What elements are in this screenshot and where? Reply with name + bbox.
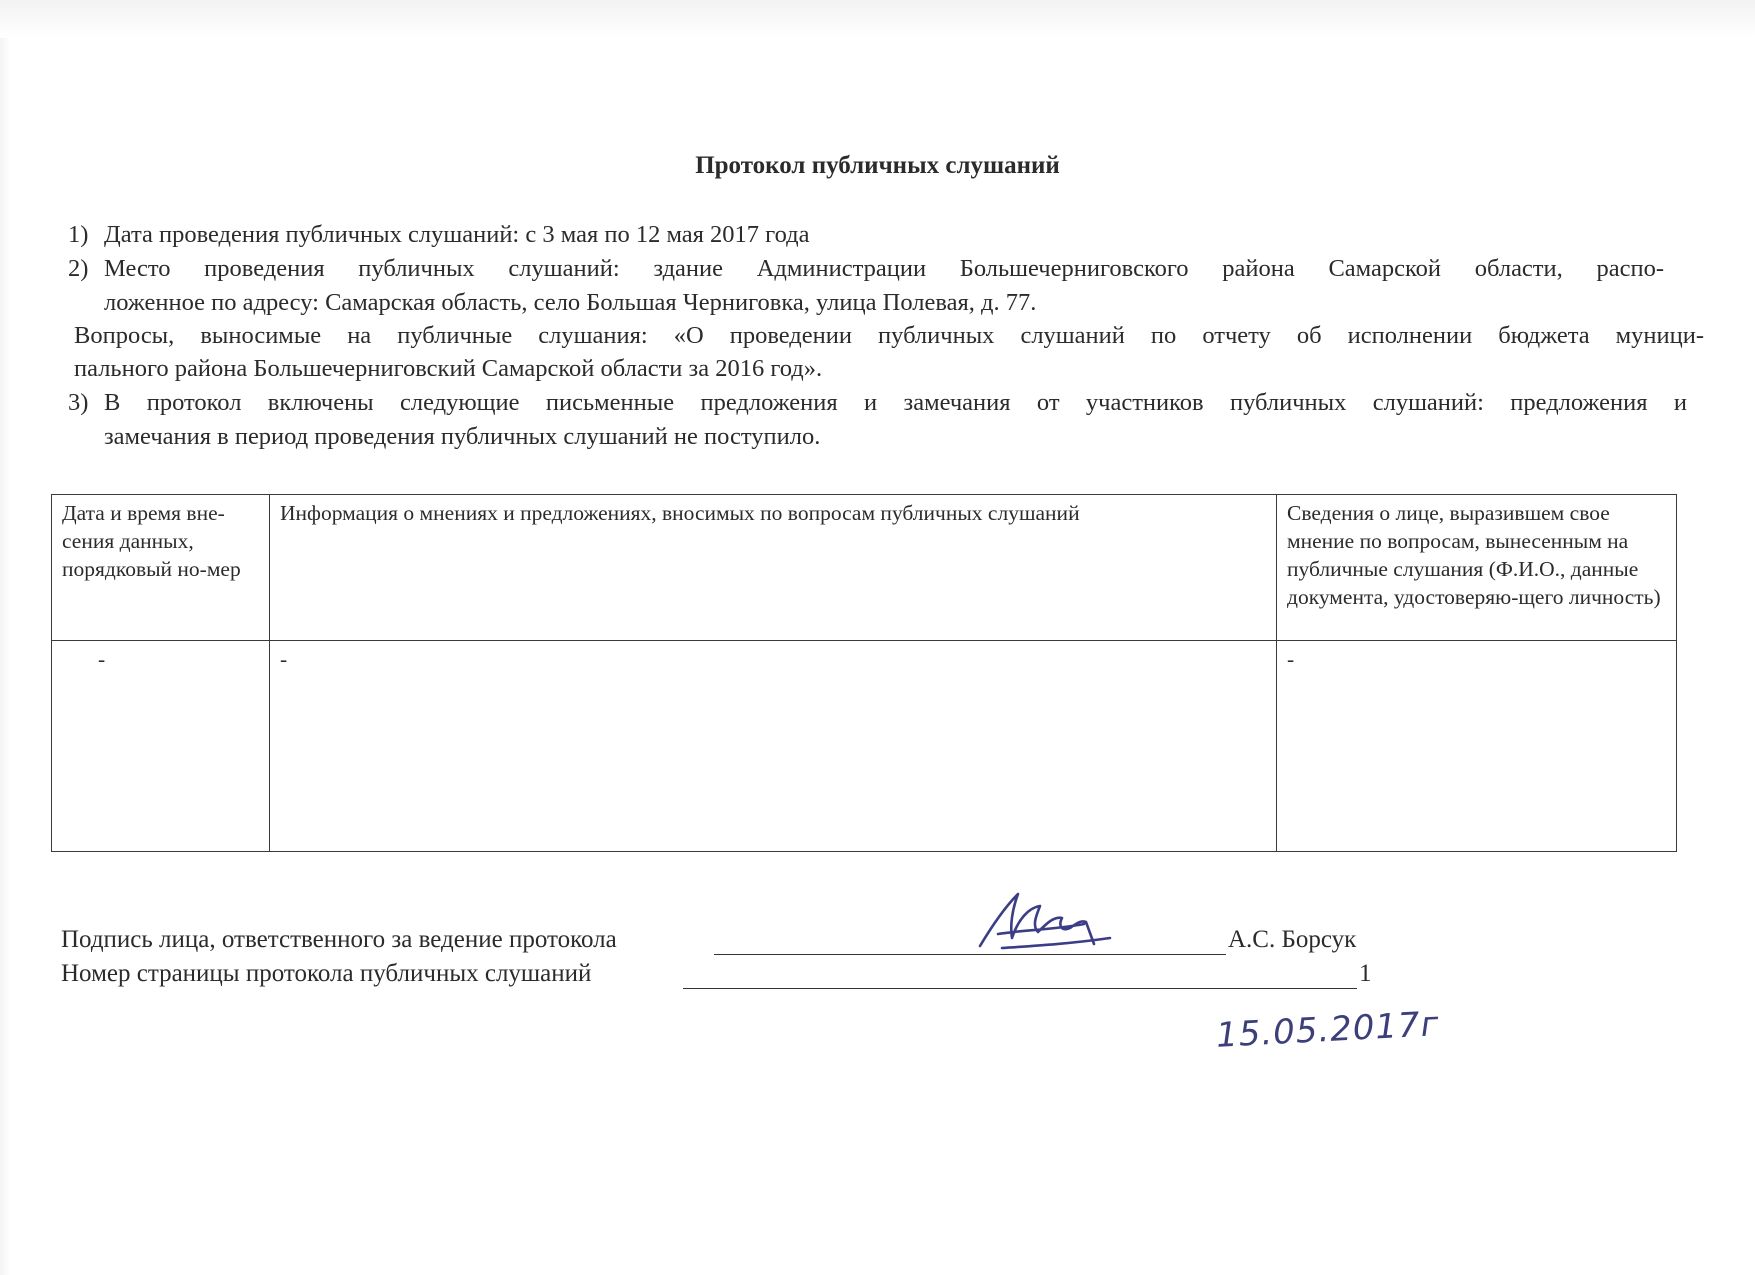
table-header-row xyxy=(52,495,1677,641)
table-cell: - xyxy=(270,641,1277,852)
signer-name: А.С. Борсук xyxy=(1228,926,1357,953)
table-cell: - xyxy=(1277,641,1677,852)
scan-edge-top xyxy=(0,0,1755,38)
page-number: 1 xyxy=(1359,960,1372,987)
item-number-1: 1) xyxy=(68,221,89,248)
scan-edge-left xyxy=(0,38,10,1275)
page-number-underline xyxy=(683,988,1357,989)
protocol-table xyxy=(51,494,1677,852)
header-opinions-info: Информация о мнениях и предложениях, вносимых по вопросам публичных слушаний xyxy=(270,495,1277,641)
item-number-3: 3) xyxy=(68,389,89,416)
item-3-line-2: замечания в период проведения публичных слушаний не поступило. xyxy=(104,423,821,450)
questions-line-1: Вопросы, выносимые на публичные слушания: «О проведении публичных слушаний по отчету об исполнении бюджета муници- xyxy=(74,322,1704,349)
page-number-label: Номер страницы протокола публичных слушаний xyxy=(61,960,592,987)
signature-underline xyxy=(714,954,1226,955)
header-date-time: Дата и время вне-сения данных, порядковый но-мер xyxy=(52,495,270,641)
handwritten-signature xyxy=(972,886,1112,956)
item-1-line-1: Дата проведения публичных слушаний: с 3 мая по 12 мая 2017 года xyxy=(104,221,810,248)
item-2-line-1: Место проведения публичных слушаний: здание Администрации Большечерниговского района Самарской области, распо- xyxy=(104,255,1664,282)
handwritten-date: 15.05.2017г xyxy=(1215,1004,1441,1056)
table-cell: - xyxy=(52,641,270,852)
item-number-2: 2) xyxy=(68,255,89,282)
signature-label: Подпись лица, ответственного за ведение протокола xyxy=(61,926,617,953)
questions-line-2: пального района Большечерниговский Самарской области за 2016 год». xyxy=(74,355,823,382)
item-3-line-1: В протокол включены следующие письменные предложения и замечания от участников публичных слушаний: предложения и xyxy=(104,389,1687,416)
document-title: Протокол публичных слушаний xyxy=(695,152,1060,179)
table-row xyxy=(52,641,1677,852)
item-2-line-2: ложенное по адресу: Самарская область, село Большая Черниговка, улица Полевая, д. 77. xyxy=(104,289,1037,316)
header-person-info: Сведения о лице, выразившем свое мнение по вопросам, вынесенным на публичные слушания (Ф.И.О., данные документа, удостоверяю-щего личность) xyxy=(1277,495,1677,641)
